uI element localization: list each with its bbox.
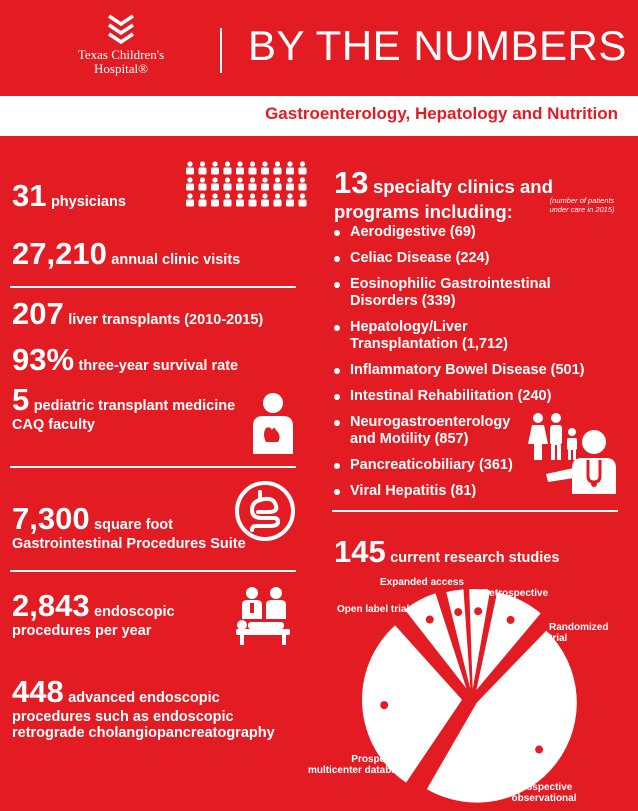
physician-figure-body [299,200,307,207]
physician-figure-head [212,177,217,182]
stat-physicians [12,180,126,213]
stat-text: square foot [94,517,173,533]
stat-number: 7,300 [12,501,90,536]
logo-line2: Hospital® [94,61,148,76]
stat-liver-transplants [12,298,263,331]
divider [10,286,296,288]
physician-figure-head [187,177,192,182]
clinics-note [530,196,634,214]
physician-figure-body [199,200,207,207]
stat-number: 2,843 [12,588,90,623]
list-item: Pancreaticobiliary (361) [334,457,585,474]
physician-figure-body [211,200,219,207]
physician-figure-head [287,161,292,166]
stat-endoscopic [12,590,175,639]
list-item: Eosinophilic Gastrointestinal Disorders (339) [334,276,585,310]
label-open-label-trial: Open label trial [337,604,410,615]
physician-figure-body [299,184,307,191]
physician-figure-body [224,184,232,191]
slice-prospective-observational-marker [535,746,543,754]
clinics-note-line2: under care in 2015) [549,205,615,214]
stat-number: 5 [12,382,30,417]
stat-number: 448 [12,674,64,709]
physician-figure-body [249,200,257,207]
stat-text-line2: procedures per year [12,622,152,639]
physician-figure-body [236,184,244,191]
physician-figure-head [187,161,192,166]
slice-expanded-access-marker [454,608,462,616]
physician-figure-head [300,193,305,198]
subtitle-band [0,96,638,136]
stat-text: three-year survival rate [78,358,239,374]
physician-figure-body [186,200,194,207]
header-divider [220,28,222,73]
hospital-logo-icon [101,12,141,48]
physicians-group-icon [184,157,314,207]
slice-open-label-trial-marker [426,616,434,624]
physician-figure-head [300,177,305,182]
stat-text-line2: procedures such as endoscopic [12,708,234,725]
physician-figure-head [287,193,292,198]
label-prospective-multicenter: Prospective multicenter database [307,754,408,776]
slice-retrospective-marker [474,607,482,615]
stat-number: 207 [12,296,64,331]
physician-figure-head [225,193,230,198]
divider [10,570,296,572]
physician-figure-head [275,161,280,166]
stat-text: endoscopic [94,604,175,620]
physician-figure-body [186,168,194,175]
physician-figure-head [225,161,230,166]
physician-figure-head [200,177,205,182]
stat-text: advanced endoscopic [68,690,220,706]
stat-text-line3: retrograde cholangiopancreatography [12,725,275,742]
list-item: Viral Hepatitis (81) [334,483,585,500]
clinics-note-line1: (number of patients [549,196,615,205]
physician-figure-body [249,168,257,175]
physician-figure-body [274,168,282,175]
physician-figure-body [211,168,219,175]
physician-figure-head [237,161,242,166]
research-pie-chart [362,584,602,811]
stat-text-line2: Gastrointestinal Procedures Suite [12,535,246,552]
list-item: Inflammatory Bowel Disease (501) [334,362,585,379]
label-expanded-access: Expanded access [380,577,464,588]
slice-prospective-multicenter-marker [380,701,388,709]
physician-figure-head [262,161,267,166]
physician-figure-head [262,177,267,182]
physician-figure-head [200,193,205,198]
physician-figure-head [262,193,267,198]
stat-clinic-visits [12,238,240,271]
physician-figure-head [250,161,255,166]
physician-figure-body [211,184,219,191]
physician-figure-body [286,168,294,175]
logo-line1: Texas Children's [77,47,165,62]
clinics-heading [334,165,553,223]
physician-figure-head [237,193,242,198]
list-item: Neurogastroenterology and Motility (857) [334,414,585,448]
hospital-logo[interactable] [62,12,180,76]
physician-figure-body [261,200,269,207]
physician-figure-head [187,193,192,198]
physician-figure-head [300,161,305,166]
physician-figure-head [250,177,255,182]
physician-figure-head [250,193,255,198]
procedure-team-icon [232,585,294,645]
stat-text: physicians [50,194,126,210]
stat-suite [12,503,246,552]
physician-figure-body [224,168,232,175]
stat-text-line2: CAQ faculty [12,416,95,433]
stat-advanced-procedures [12,676,275,742]
page-title: BY THE NUMBERS [248,22,627,69]
list-item: Celiac Disease (224) [334,250,585,267]
stat-faculty [12,384,235,433]
physician-figure-body [274,200,282,207]
physician-figure-body [286,200,294,207]
research-text: current research studies [390,550,560,566]
physician-figure-body [261,184,269,191]
physician-figure-body [261,168,269,175]
physician-figure-body [249,184,257,191]
list-item: Aerodigestive (69) [334,224,585,241]
physician-figure-body [286,184,294,191]
stat-number: 31 [12,178,47,213]
stat-survival [12,344,238,377]
stat-number: 93% [12,342,75,377]
clinics-heading-line1: specialty clinics and [372,176,553,197]
physician-figure-head [275,177,280,182]
list-item: Intestinal Rehabilitation (240) [334,388,585,405]
physician-figure-body [236,168,244,175]
page-subtitle: Gastroenterology, Hepatology and Nutrition [265,104,618,123]
label-prospective-observational: Prospective observational [511,782,577,804]
research-number: 145 [334,534,386,569]
list-item: Hepatology/Liver Transplantation (1,712) [334,319,585,353]
physician-figure-body [199,168,207,175]
stat-number: 27,210 [12,236,107,271]
stat-text: pediatric transplant medicine [33,398,236,414]
physician-figure-head [225,177,230,182]
physician-figure-body [274,184,282,191]
label-randomized-trial: Randomized trial [549,622,609,644]
research-heading [334,534,559,570]
patient-icon [248,390,298,454]
physician-figure-head [212,161,217,166]
physician-figure-body [186,184,194,191]
physician-figure-head [287,177,292,182]
physician-figure-head [200,161,205,166]
slice-randomized-trial-marker [507,616,515,624]
physician-figure-head [212,193,217,198]
divider [332,510,618,512]
divider [10,466,296,468]
physician-figure-body [236,200,244,207]
physician-figure-body [224,200,232,207]
header [0,0,638,95]
clinics-number: 13 [334,165,369,200]
clinics-heading-line2: programs including: [334,201,513,222]
label-retrospective: Retrospective [482,588,549,599]
physician-figure-body [299,168,307,175]
physician-figure-head [237,177,242,182]
stat-text: annual clinic visits [111,252,241,268]
doctor-icon [544,428,626,494]
physician-figure-head [275,193,280,198]
physician-figure-body [199,184,207,191]
stat-text: liver transplants (2010-2015) [68,312,264,328]
